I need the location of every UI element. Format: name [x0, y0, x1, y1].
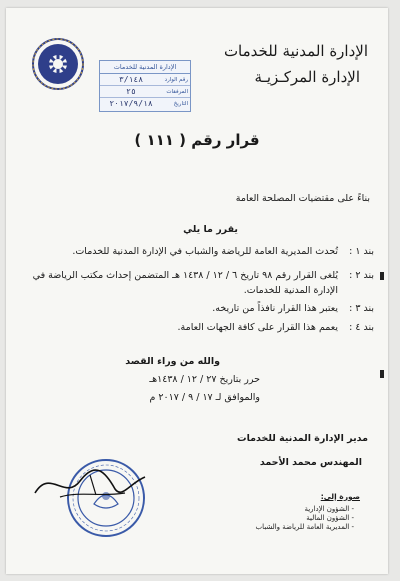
stamp-value: ٢٠١٧/٩/١٨ — [109, 99, 153, 108]
clause — [24, 244, 374, 259]
org-name: الإدارة المدنية للخدمات — [223, 42, 368, 60]
signatory-position: مدير الإدارة المدنية للخدمات — [237, 433, 368, 444]
stamp-title: الإدارة المدنية للخدمات — [100, 61, 190, 74]
gregorian-date: والموافق لـ ١٧ / ٩ / ٢٠١٧ م — [149, 392, 260, 403]
stamp-value: ٣/١٤٨ — [118, 75, 144, 84]
clause — [24, 268, 374, 298]
stamp-row — [100, 74, 190, 86]
stamp-label: رقم الوارد — [164, 76, 188, 83]
issue-date: حرر بتاريخ ٢٧ / ١٢ / ١٤٣٨هـ — [149, 374, 260, 385]
clause-text: يعمم هذا القرار على كافة الجهات العامة. — [177, 322, 338, 333]
clause-label: بند ١ : — [349, 246, 374, 257]
punch-mark — [380, 272, 384, 280]
clause-label: بند ٤ : — [349, 322, 374, 333]
clause-text: يُلغى القرار رقم ٩٨ تاريخ ٦ / ١٢ / ١٤٣٨ هـ المتضمن إحداث مكتب الرياضة في الإدارة المدنية للخدمات. — [32, 270, 338, 296]
gear-logo-icon — [30, 36, 86, 92]
incoming-stamp — [99, 60, 191, 112]
preamble: بناءً على مقتضيات المصلحة العامة — [235, 193, 370, 204]
stamp-value: ٢٥ — [126, 87, 136, 96]
stamp-row — [100, 86, 190, 98]
clause-label: بند ٣ : — [349, 303, 374, 314]
handwritten-signature-icon — [30, 463, 150, 503]
stamp-label: المرفقات — [166, 88, 188, 95]
copies-heading: صورة إلى: — [320, 492, 360, 501]
resolves-heading: يقرر ما يلي — [183, 224, 238, 235]
clause-text: يعتبر هذا القرار نافذاً من تاريخه. — [212, 303, 338, 314]
document-page — [6, 8, 388, 574]
punch-mark — [380, 370, 384, 378]
clause-label: بند ٢ : — [349, 270, 374, 281]
decision-title: قرار رقم ( ١١١ ) — [134, 131, 260, 149]
clause-text: تُحدث المديرية العامة للرياضة والشباب في الإدارة المدنية للخدمات. — [72, 246, 338, 257]
clause — [24, 320, 374, 335]
clause — [24, 301, 374, 316]
signatory-name: المهندس محمد الأحمد — [259, 457, 362, 468]
copies-list — [256, 505, 354, 532]
list-item: - المديرية العامة للرياضة والشباب — [256, 523, 354, 532]
list-item: - الشؤون الإدارية — [256, 505, 354, 514]
org-department: الإدارة المركـزيـة — [254, 68, 360, 86]
list-item: - الشؤون المالية — [256, 514, 354, 523]
closing-phrase: والله من وراء القصد — [125, 356, 220, 367]
stamp-row — [100, 98, 190, 109]
stamp-label: التاريخ — [173, 100, 188, 107]
